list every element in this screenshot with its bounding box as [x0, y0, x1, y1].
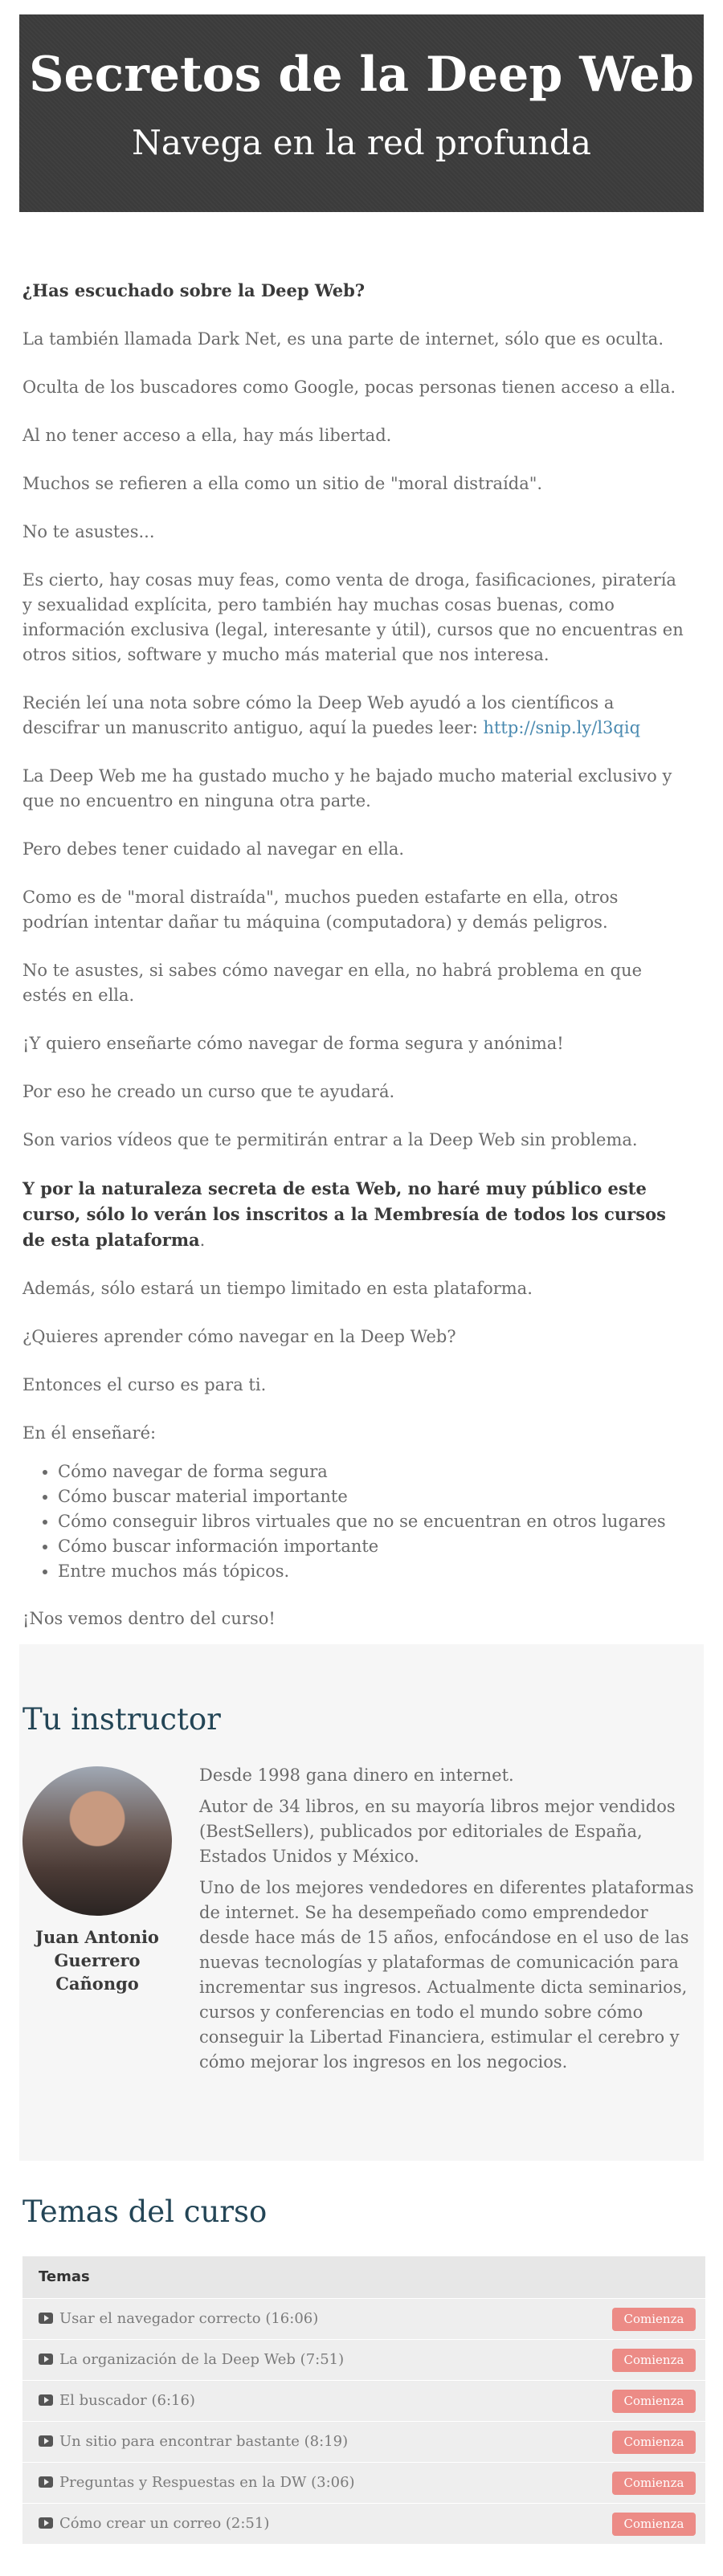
article-link[interactable]: http://snip.ly/l3qiq [483, 718, 641, 737]
paragraph-end: . [199, 1231, 206, 1250]
start-lecture-button[interactable]: Comienza [612, 2390, 696, 2413]
play-icon [39, 2476, 53, 2488]
description-paragraph: En él enseñaré: [22, 1423, 157, 1443]
course-description [22, 278, 689, 1655]
description-paragraph: Como es de "moral distraída", muchos pueden estafarte en ella, otros podrían intentar dañar tu máquina (computadora) y demás peligros. [22, 888, 619, 932]
lecture-title: Cómo crear un correo (2:51) [59, 2515, 270, 2532]
description-paragraph: Por eso he creado un curso que te ayudará. [22, 1082, 395, 1101]
lecture-row[interactable] [22, 2380, 705, 2421]
description-paragraph [22, 691, 689, 741]
bio-paragraph: Desde 1998 gana dinero en internet. [199, 1766, 514, 1785]
lecture-row[interactable] [22, 2339, 705, 2380]
list-item: • Cómo conseguir libros virtuales que no se encuentran en otros lugares [58, 1509, 689, 1534]
play-icon [39, 2313, 53, 2324]
lecture-title: Un sitio para encontrar bastante (8:19) [59, 2433, 349, 2450]
topics-list [22, 1459, 689, 1584]
list-item: • Cómo buscar material importante [58, 1484, 689, 1509]
instructor-bio [199, 1763, 697, 2081]
lecture-title: El buscador (6:16) [59, 2392, 195, 2409]
instructor-section [19, 1644, 704, 2161]
list-item: • Entre muchos más tópicos. [58, 1559, 689, 1584]
avatar [22, 1766, 172, 1916]
lecture-title: Preguntas y Respuestas en la DW (3:06) [59, 2474, 355, 2491]
start-lecture-button[interactable]: Comienza [612, 2472, 696, 2495]
description-paragraph: La Deep Web me ha gustado mucho y he bajado mucho material exclusivo y que no encuentro en ninguna otra parte. [22, 766, 672, 810]
description-paragraph: Es cierto, hay cosas muy feas, como venta de droga, fasificaciones, piratería y sexualidad explícita, pero también hay muchas cosas buenas, como información exclusiva (legal, interesante y útil), cursos que no encuentras en otros sitios, software y mucho más material que nos interesa. [22, 570, 684, 664]
lecture-row[interactable] [22, 2298, 705, 2339]
closing-line: ¡Nos vemos dentro del curso! [22, 1609, 276, 1628]
description-paragraph: ¿Quieres aprender cómo navegar en la Deep Web? [22, 1327, 456, 1346]
description-paragraph: Al no tener acceso a ella, hay más libertad. [22, 426, 392, 445]
start-lecture-button[interactable]: Comienza [612, 2308, 696, 2331]
description-paragraph: Además, sólo estará un tiempo limitado en esta plataforma. [22, 1279, 533, 1298]
play-icon [39, 2354, 53, 2365]
description-paragraph: Oculta de los buscadores como Google, pocas personas tienen acceso a ella. [22, 378, 676, 397]
play-icon [39, 2394, 53, 2406]
description-paragraph: Pero debes tener cuidado al navegar en ella. [22, 839, 405, 859]
lecture-row[interactable] [22, 2421, 705, 2462]
bio-paragraph: Uno de los mejores vendedores en diferentes plataformas de internet. Se ha desempeñado como emprendedor desde hace más de 15 años, enfocándose en el uso de las nuevas tecnologías y plataformas de comunicación para incrementar sus ingresos. Actualmente dicta seminarios, cursos y conferencias en todo el mundo sobre cómo conseguir la Libertad Financiera, estimular el cerebro y cómo mejorar los ingresos en los negocios. [199, 1878, 694, 2072]
paragraph-text: Recién leí una nota sobre cómo la Deep Web ayudó a los científicos a descifrar un manuscrito antiguo, aquí la puedes leer: [22, 693, 615, 737]
description-paragraph: No te asustes... [22, 522, 155, 541]
lecture-title: Usar el navegador correcto (16:06) [59, 2310, 319, 2327]
play-icon [39, 2517, 53, 2529]
bio-paragraph: Autor de 34 libros, en su mayoría libros mejor vendidos (BestSellers), publicados por editoriales de España, Estados Unidos y México. [199, 1797, 676, 1866]
page-subtitle: Navega en la red profunda [132, 123, 591, 162]
curriculum-header: Temas [22, 2256, 705, 2298]
curriculum-table [22, 2256, 705, 2544]
list-item: • Cómo buscar información importante [58, 1534, 689, 1559]
description-heading: ¿Has escuchado sobre la Deep Web? [22, 280, 366, 300]
start-lecture-button[interactable]: Comienza [612, 2431, 696, 2454]
list-item: • Cómo navegar de forma segura [58, 1459, 689, 1484]
instructor-heading: Tu instructor [22, 1702, 221, 1737]
lecture-title: La organización de la Deep Web (7:51) [59, 2351, 345, 2368]
lecture-row[interactable] [22, 2503, 705, 2544]
hero-banner [19, 14, 704, 212]
membership-note: Y por la naturaleza secreta de esta Web, no haré muy público este curso, sólo lo verán los inscritos a la Membresía de todos los cursos de esta plataforma [22, 1178, 666, 1250]
description-paragraph [22, 1176, 689, 1253]
start-lecture-button[interactable]: Comienza [612, 2349, 696, 2372]
description-paragraph: Entonces el curso es para ti. [22, 1375, 267, 1394]
description-paragraph: No te asustes, si sabes cómo navegar en ella, no habrá problema en que estés en ella. [22, 961, 643, 1005]
description-paragraph: La también llamada Dark Net, es una parte de internet, sólo que es oculta. [22, 329, 664, 349]
description-paragraph: ¡Y quiero enseñarte cómo navegar de forma segura y anónima! [22, 1034, 564, 1053]
description-paragraph: Muchos se refieren a ella como un sitio de "moral distraída". [22, 474, 543, 493]
description-paragraph: Son varios vídeos que te permitirán entrar a la Deep Web sin problema. [22, 1130, 638, 1149]
play-icon [39, 2435, 53, 2447]
instructor-name: Juan Antonio Guerrero Cañongo [35, 1927, 159, 1994]
start-lecture-button[interactable]: Comienza [612, 2513, 696, 2536]
curriculum-heading: Temas del curso [22, 2194, 268, 2229]
lecture-row[interactable] [22, 2462, 705, 2503]
page-title: Secretos de la Deep Web [29, 47, 694, 103]
